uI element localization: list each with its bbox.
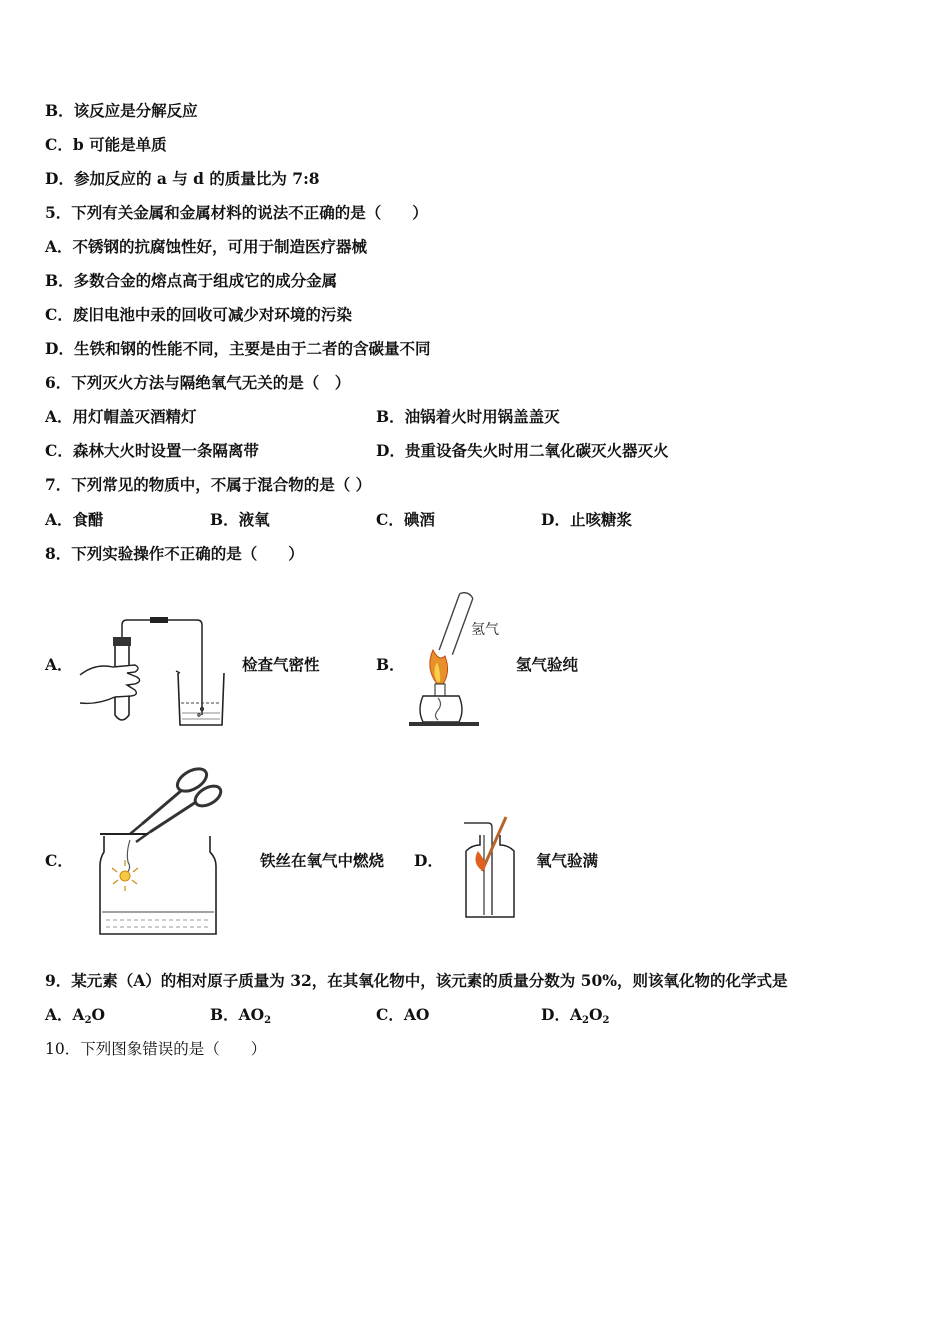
q9-option-a: A．$A_2O$	[45, 1005, 106, 1026]
q6-option-b: B．油锅着火时用锅盖盖灭	[376, 407, 560, 426]
q5-option-b: B．多数合金的熔点高于组成它的成分金属	[45, 271, 338, 290]
q4-option-d: D．参加反应的 a 与 d 的质量比为 7:8	[45, 169, 320, 188]
iron-wire-burning-figure	[92, 762, 232, 937]
q7-option-c: C．碘酒	[376, 510, 435, 529]
q9-option-c: C．AO	[376, 1005, 430, 1024]
q5-option-c: C．废旧电池中汞的回收可减少对环境的污染	[45, 305, 352, 324]
q9-option-d: D．$A_2O_2$	[541, 1005, 610, 1026]
hydrogen-purity-test-figure	[405, 592, 505, 732]
q8-b-letter: B．	[376, 655, 405, 674]
q6-option-d: D．贵重设备失火时用二氧化碳灭火器灭火	[376, 441, 669, 460]
q9-option-b: B．$AO_2$	[210, 1005, 272, 1026]
q8-a-caption: 检查气密性	[242, 655, 320, 674]
oxygen-full-test-figure	[458, 815, 523, 923]
q9-stem: 9．某元素（A）的相对原子质量为 32，在其氧化物中，该元素的质量分数为 50%，则该氧化物的化学式是	[45, 971, 788, 990]
q6-option-c: C．森林大火时设置一条隔离带	[45, 441, 259, 460]
q5-stem: 5．下列有关金属和金属材料的说法不正确的是（ ）	[45, 203, 428, 222]
q5-option-d: D．生铁和钢的性能不同，主要是由于二者的含碳量不同	[45, 339, 431, 358]
q7-stem: 7．下列常见的物质中，不属于混合物的是（ ）	[45, 475, 372, 494]
q8-d-caption: 氧气验满	[536, 851, 599, 870]
q6-option-a: A．用灯帽盖灭酒精灯	[45, 407, 197, 426]
q4-option-b: B．该反应是分解反应	[45, 101, 198, 120]
q8-stem: 8．下列实验操作不正确的是（ ）	[45, 544, 304, 563]
q4-option-c: C．b 可能是单质	[45, 135, 167, 154]
q8-b-caption: 氢气验纯	[516, 655, 579, 674]
q10-stem: 10．下列图象错误的是（ ）	[45, 1040, 267, 1058]
hydrogen-tube-label: 氢气	[471, 622, 499, 638]
airtightness-check-figure	[75, 615, 235, 730]
q7-option-a: A．食醋	[45, 510, 104, 529]
q8-a-letter: A．	[45, 655, 73, 674]
q8-c-letter: C．	[45, 851, 73, 870]
q8-c-caption: 铁丝在氧气中燃烧	[260, 851, 385, 870]
q6-stem: 6．下列灭火方法与隔绝氧气无关的是（ ）	[45, 373, 351, 392]
q8-d-letter: D．	[414, 851, 443, 870]
q7-option-b: B．液氧	[210, 510, 270, 529]
q5-option-a: A．不锈钢的抗腐蚀性好，可用于制造医疗器械	[45, 237, 368, 256]
q7-option-d: D．止咳糖浆	[541, 510, 632, 529]
